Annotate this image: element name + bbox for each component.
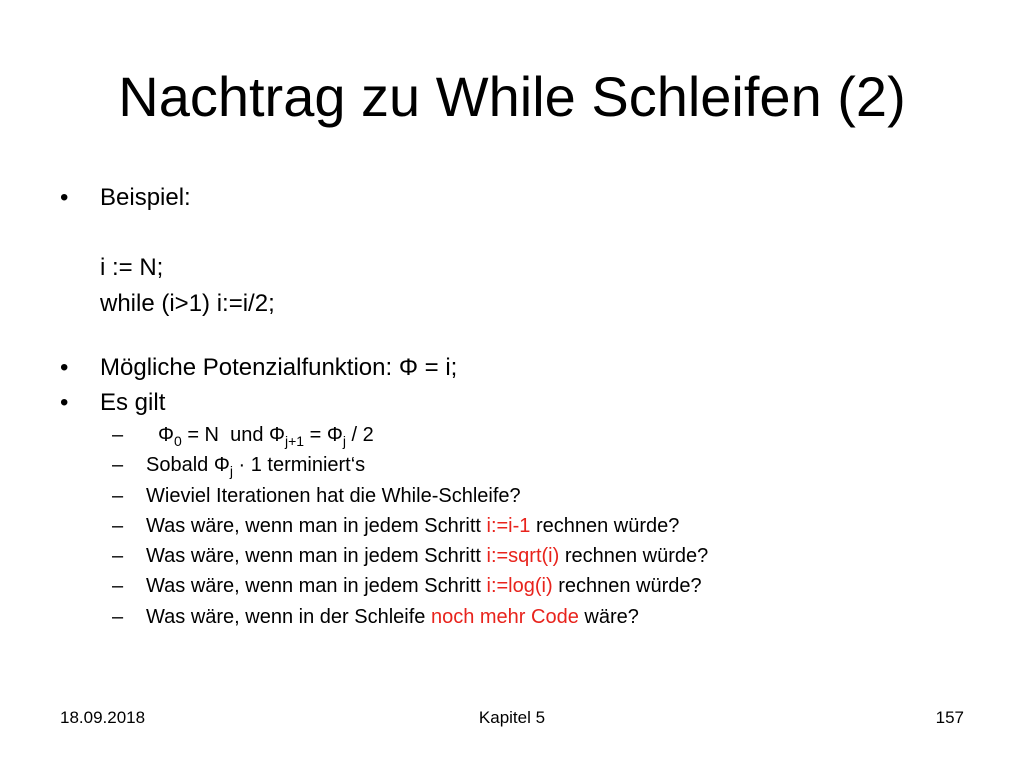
highlight-text: i:=i-1 [486, 515, 531, 537]
bullet-text: Es gilt [100, 389, 166, 416]
footer-chapter: Kapitel 5 [478, 708, 546, 727]
code-line-while: while (i>1) i:=i/2; [100, 290, 275, 317]
bullet-icon: • [60, 184, 69, 211]
dash-icon: – [112, 424, 124, 446]
slide-title: Nachtrag zu While Schleifen (2) [118, 65, 906, 128]
text-segment: Was wäre, wenn man in jedem Schritt [146, 545, 487, 567]
code-line-assign: i := N; [100, 254, 164, 281]
sub-item-text [146, 544, 708, 568]
sub-item-text [146, 453, 365, 483]
text-segment: rechnen würde? [530, 515, 680, 537]
text-segment: / 2 [345, 424, 374, 446]
highlight-text: i:=log(i) [486, 575, 553, 597]
text-segment: Sobald [146, 454, 214, 476]
phi-symbol: Φ [158, 424, 174, 446]
text-segment: rechnen würde? [552, 575, 702, 597]
subscript-j1: j+1 [285, 433, 305, 449]
text-segment: Was wäre, wenn in der Schleife [146, 606, 431, 628]
text-segment: Was wäre, wenn man in jedem Schritt [146, 515, 487, 537]
text-segment: wäre? [578, 606, 639, 628]
highlight-text: i:=sqrt(i) [486, 545, 560, 567]
text-segment: rechnen würde? [559, 545, 709, 567]
dash-icon: – [112, 545, 124, 567]
phi-symbol: Φ [269, 424, 286, 446]
text-segment: = N und [181, 424, 270, 446]
dash-icon: – [112, 606, 124, 628]
sub-item-text [146, 605, 639, 629]
sub-item-text [146, 574, 702, 598]
bullet-icon: • [60, 389, 69, 416]
sub-item-text [158, 423, 374, 453]
dash-icon: – [112, 515, 124, 537]
subscript-0: 0 [173, 433, 182, 449]
phi-symbol: Φ [326, 424, 343, 446]
footer-date: 18.09.2018 [60, 708, 146, 727]
phi-symbol: Φ [213, 454, 230, 476]
dash-icon: – [112, 454, 124, 476]
text-segment: = [304, 424, 327, 446]
footer-page-number: 157 [935, 708, 964, 727]
text-segment: · 1 terminiert‘s [232, 454, 366, 476]
highlight-text: noch mehr Code [430, 606, 579, 628]
sub-item-text [146, 514, 679, 538]
bullet-text: Mögliche Potenzialfunktion: Φ = i; [100, 354, 458, 381]
subscript-j: j [229, 463, 233, 479]
text-segment: Was wäre, wenn man in jedem Schritt [146, 575, 487, 597]
dash-icon: – [112, 485, 124, 507]
dash-icon: – [112, 575, 124, 597]
bullet-icon: • [60, 354, 69, 381]
subscript-j: j [342, 433, 346, 449]
bullet-text: Beispiel: [100, 184, 191, 211]
sub-item-text: Wieviel Iterationen hat die While-Schleife? [146, 485, 521, 507]
